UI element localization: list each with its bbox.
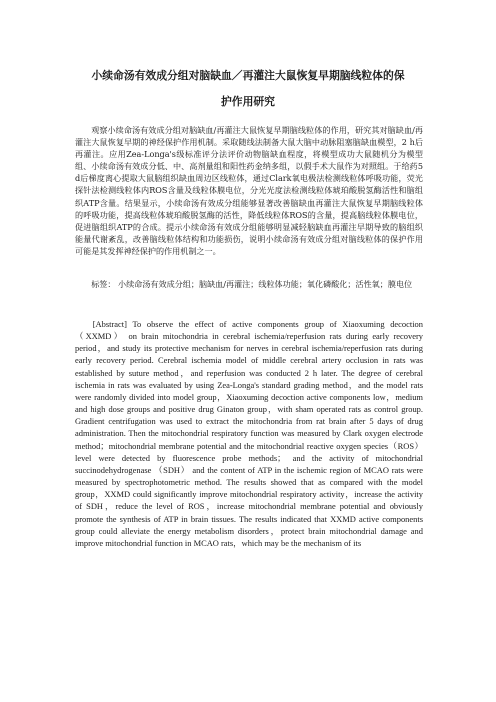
chinese-abstract: 观察小续命汤有效成分组对脑缺血/再灌注大鼠恢复早期脑线粒体的作用，研究其对脑缺血/再灌注大鼠恢复早期的神经保护作用机制。采取随线法制备大鼠大脑中动脉阻塞脑缺血模型，2 h后再灌注。应用Zea-Longa's级标准评分法评价动物脑缺血程度，将模型成功大鼠随机分为模型组、小续命汤有效成分低、中、高剂量组和阳性药金纳多组，以假手术大鼠作为对照组。于给药5 d后梯度离心提取大鼠脑组织缺血周边区线粒体，通过Clark氧电极法检测线粒体呼吸功能，荧光探针法检测线粒体内ROS含量及线粒体膜电位，分光光度法检测线粒体琥珀酸脱氢酶活性和脑组织ATP含量。结果显示，小续命汤有效成分组能够显著改善脑缺血再灌注大鼠恢复早期脑线粒体的呼吸功能，提高线粒体琥珀酸脱氢酶的活性，降低线粒体ROS的含量，提高脑线粒体膜电位，促进脑组织ATP的合成。提示小续命汤有效成分组能够明显减轻脑缺血再灌注早期导致的脑组织能量代谢紊乱，改善脑线粒体结构和功能损伤，说明小续命汤有效成分组对脑线粒体的保护作用可能是其发挥神经保护的作用机制之一。 — [75, 125, 423, 256]
paper-title-line-2: 护作用研究 — [221, 95, 275, 108]
english-abstract: [Abstract] To observe the effect of active components group of Xiaoxuming decoction （XXMD） on brain mitochondria in cerebral ischemia/reperfusion rats during early recovery period，and study its protective mechanism for nerves in cerebral ischemia/reperfusion rats during early recovery period. Cerebral ischemia model of middle cerebral artery occlusion in rats was established by suture method，and reperfusion was conducted 2 h later. The degree of cerebral ischemia in rats was evaluated by using Zea-Longa's standard grading method，and the model rats were randomly divided into model group，Xiaoxuming decoction active components low，medium and high dose groups and positive drug Ginaton group，with sham operated rats as control group. Gradient centrifugation was used to extract the mitochondria from rat brain after 5 days of drug administration. Then the mitochondrial respiratory function was measured by Clark oxygen electrode method；mitochondrial membrane potential and the mitochondrial reactive oxygen species（ROS） level were detected by fluorescence probe methods； and the activity of mitochondrial succinodehydrogenase （SDH） and the content of ATP in the ischemic region of MCAO rats were measured by spectrophotometric method. The results showed that as compared with the model group，XXMD could significantly improve mitochondrial respiratory activity，increase the activity of SDH，reduce the level of ROS，increase mitochondrial membrane potential and obviously promote the synthesis of ATP in brain tissues. The results indicated that XXMD active components group could alleviate the energy metabolism disorders，protect brain mitochondrial damage and improve mitochondrial function in MCAO rats，which may be the mechanism of its — [75, 319, 423, 548]
paper-title-line-1: 小续命汤有效成分组对脑缺血／再灌注大鼠恢复早期脑线粒体的保 — [91, 69, 405, 82]
chinese-keywords: 标签： 小续命汤有效成分组；脑缺血/再灌注；线粒体功能；氧化磷酸化；活性氧；膜电位 — [91, 279, 413, 289]
